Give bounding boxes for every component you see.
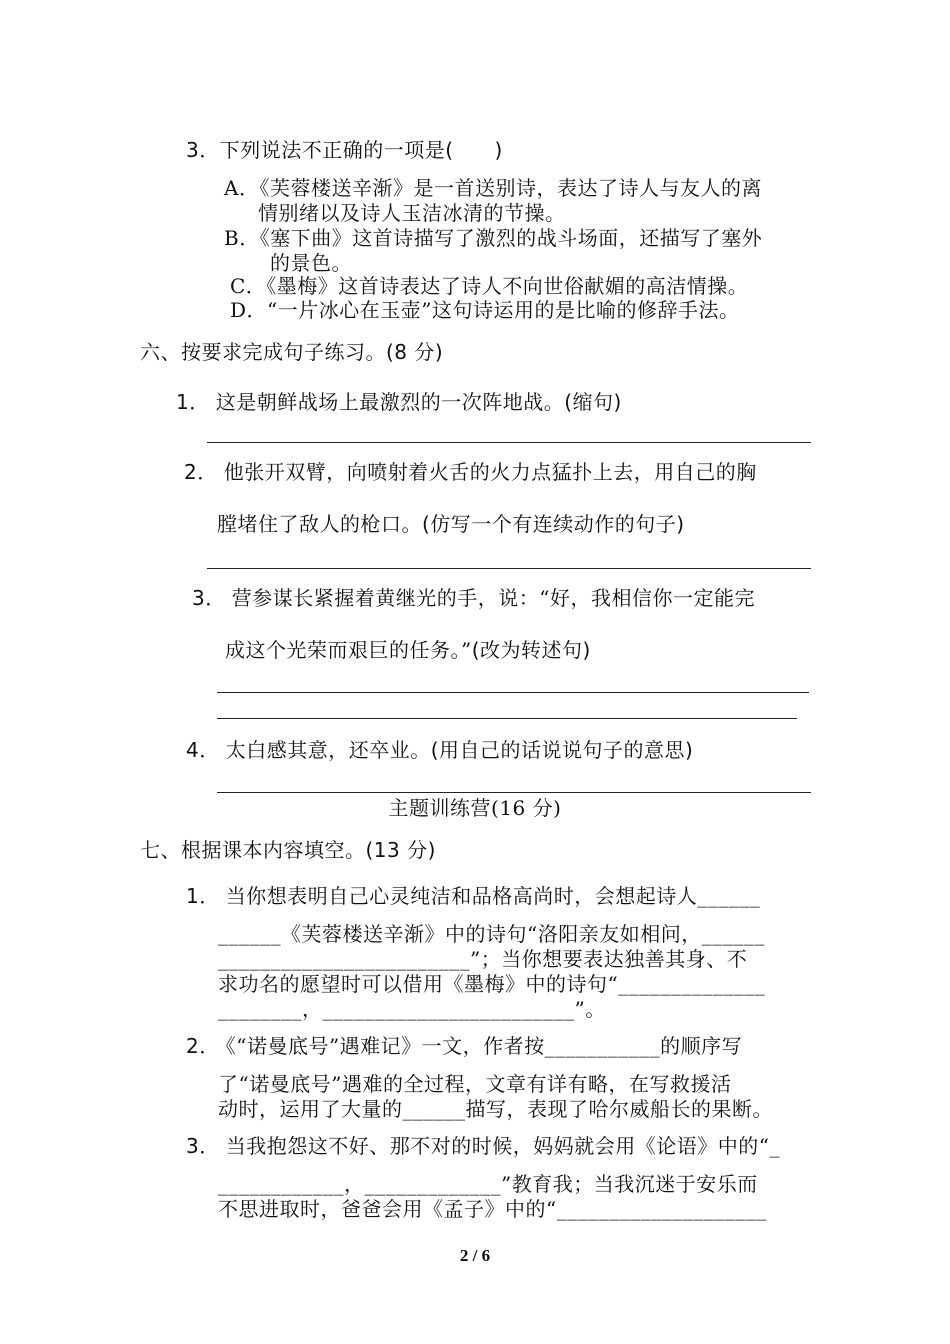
- s6-q3-hint: (改为转述句): [471, 638, 591, 662]
- s6-q1-text: 这是朝鲜战场上最激烈的一次阵地战。: [215, 390, 565, 414]
- s6-q1-answer-line[interactable]: [207, 442, 811, 443]
- q5-3-stem: 3．下列说法不正确的一项是( ): [186, 138, 503, 162]
- q5-3-option-c: C．《墨梅》这首诗表达了诗人不向世俗献媚的高洁情操。: [230, 274, 749, 298]
- s6-q3-answer-line-2[interactable]: [217, 718, 797, 719]
- s7-q3-text: 当我抱怨这不好、那不对的时候，妈妈就会用《论语》中的“_: [225, 1134, 780, 1158]
- s7-q2-text: 《“诺曼底号”遇难记》一文，作者按___________的顺序写: [225, 1034, 743, 1058]
- s6-q4-text: 太白感其意，还卒业。: [225, 738, 431, 762]
- s7-q2-number: 2．: [186, 1034, 220, 1058]
- section-7-title: 七、根据课本内容填空。(13 分): [140, 838, 436, 862]
- s7-q3-line2: ____________，_____________”教育我；当我沉迷于安乐而: [218, 1172, 758, 1196]
- s7-q1-line1: [186, 884, 760, 908]
- s6-q4-hint: (用自己的话说说句子的意思): [430, 738, 694, 762]
- q5-3-option-d: D．“一片冰心在玉壶”这句诗运用的是比喻的修辞手法。: [230, 298, 740, 322]
- q5-3-option-b-cont: 的景色。: [270, 251, 352, 275]
- s6-q2-hint: (仿写一个有连续动作的句子): [422, 512, 685, 536]
- s6-q3-line2: [225, 638, 591, 662]
- section-6-title: 六、按要求完成句子练习。(8 分): [140, 340, 444, 364]
- s6-q3-text-cont: 成这个光荣而艰巨的任务。”: [225, 638, 472, 662]
- q5-3-option-a-cont: 情别绪以及诗人玉洁冰清的节操。: [258, 201, 566, 225]
- s6-q4-number: 4．: [186, 738, 220, 762]
- s6-q2-answer-line[interactable]: [207, 568, 811, 569]
- s7-q3-number: 3．: [186, 1134, 220, 1158]
- page-number: 2 / 6: [459, 1246, 491, 1265]
- s6-q3-line1: [192, 586, 755, 610]
- s6-q1-hint: (缩句): [564, 390, 622, 414]
- s6-q3-text: 营参谋长紧握着黄继光的手，说：“好，我相信你一定能完: [231, 586, 755, 610]
- s7-q1-line5: ________，________________________”。: [218, 997, 606, 1021]
- s6-q4-answer-line[interactable]: [217, 792, 811, 793]
- s7-q3-line3: 不思进取时，爸爸会用《孟子》中的“____________________: [218, 1197, 767, 1221]
- s6-q2-line1: [184, 460, 757, 484]
- s6-q2-line2: [217, 512, 685, 536]
- s7-q1-text: 当你想表明自己心灵纯洁和品格高尚时，会想起诗人______: [225, 884, 761, 908]
- s6-q1: [176, 390, 622, 414]
- s6-q1-number: 1．: [176, 390, 210, 414]
- s6-q2-number: 2．: [184, 460, 218, 484]
- q5-3-option-b: B．《塞下曲》这首诗描写了激烈的战斗场面，还描写了塞外: [224, 226, 763, 250]
- s6-q3-answer-line-1[interactable]: [217, 692, 809, 693]
- s6-q3-number: 3．: [192, 586, 226, 610]
- s6-q2-text: 他张开双臂，向喷射着火舌的火力点猛扑上去，用自己的胸: [223, 460, 757, 484]
- s7-q2-line1: [186, 1034, 742, 1058]
- s6-q2-text-cont: 膛堵住了敌人的枪口。: [217, 512, 422, 536]
- s7-q1-number: 1．: [186, 884, 220, 908]
- q5-3-option-a: A．《芙蓉楼送辛渐》是一首送别诗，表达了诗人与友人的离: [224, 176, 762, 200]
- s7-q1-line4: 求功名的愿望时可以借用《墨梅》中的诗句“______________: [218, 972, 766, 996]
- s7-q2-line2: 了“诺曼底号”遇难的全过程，文章有详有略，在写救援活: [218, 1072, 732, 1096]
- theme-heading: 主题训练营(16 分): [388, 796, 562, 820]
- s6-q4: [186, 738, 693, 762]
- s7-q2-line3: 动时，运用了大量的______描写，表现了哈尔威船长的果断。: [218, 1097, 773, 1121]
- s7-q1-line2: ______《芙蓉楼送辛渐》中的诗句“洛阳亲友如相问，______: [218, 922, 765, 946]
- s7-q1-line3: ________________________”；当你想要表达独善其身、不: [218, 947, 748, 971]
- s7-q3-line1: [186, 1134, 780, 1158]
